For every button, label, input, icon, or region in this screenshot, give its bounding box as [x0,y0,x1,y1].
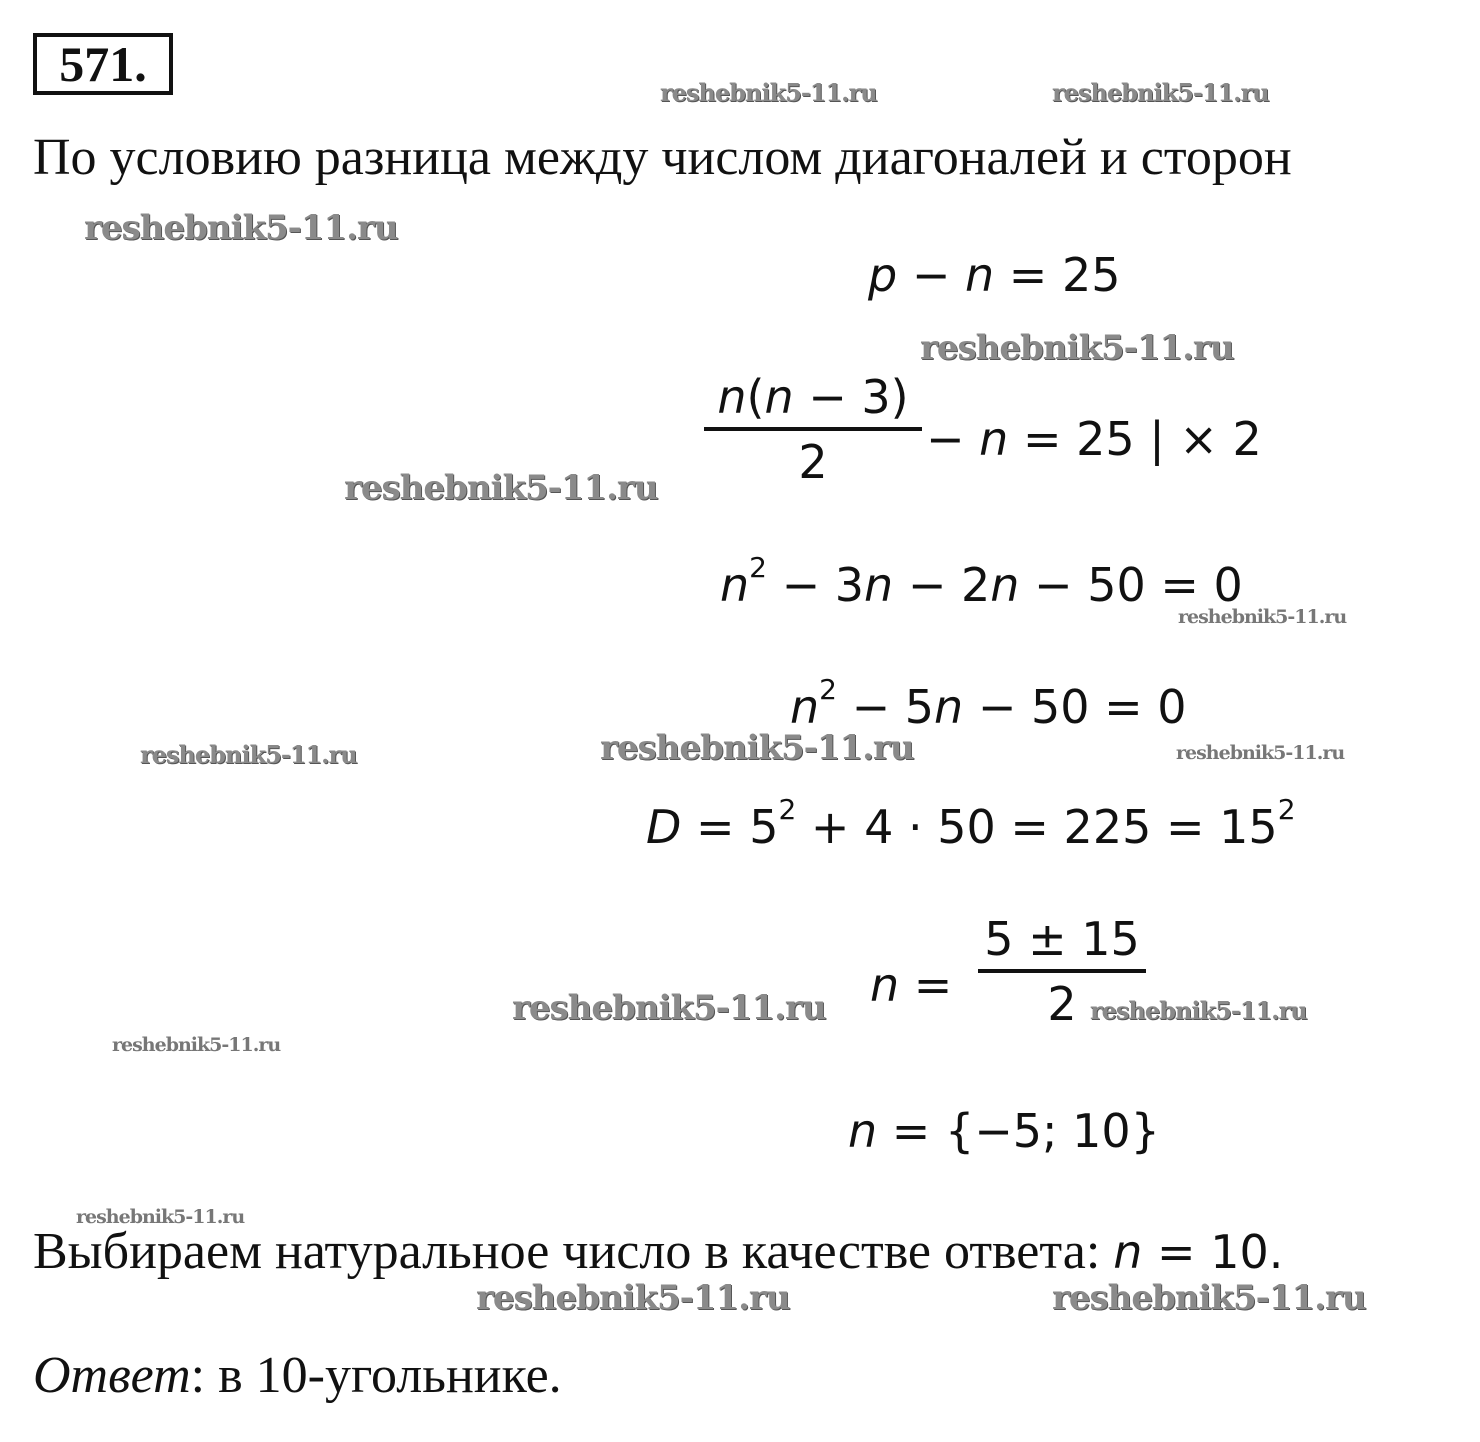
equation-7: n = {−5; 10} [848,1104,1160,1158]
equation-6-lhs: n = [870,958,953,1012]
fraction-bar [978,969,1146,973]
watermark: reshebnik5-11.ru [1176,742,1345,764]
fraction-bar [704,427,922,431]
watermark: reshebnik5-11.ru [512,988,826,1028]
equation-3: $n^2 - 3n - 2n - 50 = 0$ [720,551,1243,612]
watermark: reshebnik5-11.ru [140,740,357,769]
fraction-numerator: n(n − 3) [717,370,909,424]
watermark: reshebnik5-11.ru [660,78,877,107]
watermark: reshebnik5-11.ru [920,328,1234,368]
watermark: reshebnik5-11.ru [112,1034,281,1056]
answer-label: Ответ [33,1347,191,1404]
equation-1 [868,248,1121,302]
equation-2-fraction [704,372,922,487]
equation-5: $D = 5^2 + 4 \cdot 50 = 225 = 15^2$ [646,793,1296,854]
watermark: reshebnik5-11.ru [76,1206,245,1228]
answer-text: : в 10-угольнике. [190,1347,562,1404]
watermark: reshebnik5-11.ru [600,728,914,768]
var-n: n [965,248,995,302]
watermark: reshebnik5-11.ru [1052,1278,1366,1318]
var-p: p [868,248,898,302]
watermark: reshebnik5-11.ru [344,468,658,508]
intro-text: По условию разница между числом диагоналей и сторон [33,129,1292,186]
watermark: reshebnik5-11.ru [476,1278,790,1318]
watermark: reshebnik5-11.ru [1052,78,1269,107]
conclusion-text: Выбираем натуральное число в качестве ответа: n = 10. [33,1223,1284,1280]
eq1-tail: = 25 [994,248,1121,302]
problem-number: 571. [33,33,173,95]
watermark: reshebnik5-11.ru [1178,606,1347,628]
fraction-numerator: 5 ± 15 [984,912,1140,966]
answer-line [33,1346,562,1405]
watermark: reshebnik5-11.ru [84,208,398,248]
watermark: reshebnik5-11.ru [1090,996,1307,1025]
fraction-denominator: 2 [1047,976,1077,1031]
fraction-denominator: 2 [798,434,828,489]
equation-4: $n^2 - 5n - 50 = 0$ [790,673,1187,734]
equation-2-rest: − n = 25 | × 2 [926,412,1262,466]
eq1-op: − [897,248,965,302]
